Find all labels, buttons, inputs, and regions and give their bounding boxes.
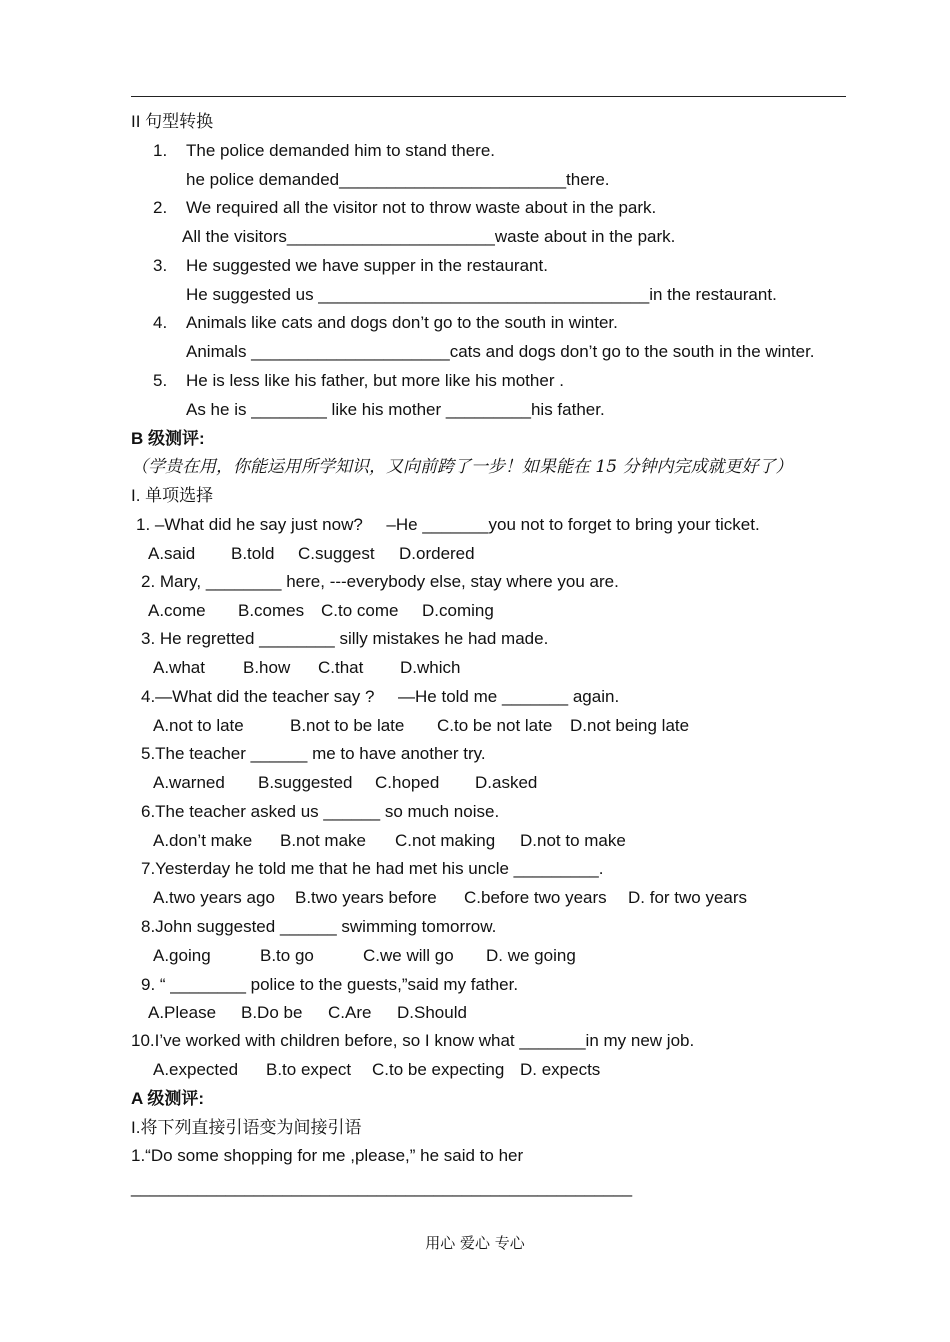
option: C.hoped [375,773,440,792]
item-answer: Animals _____________________cats and dogs don’t go to the south in the winter. [186,342,815,361]
option: C.before two years [464,888,607,907]
question-text: 1. –What did he say just now? –He _______you not to forget to bring your ticket. [136,515,760,534]
option: C.to come [321,601,399,620]
page-footer: 用心 爱心 专心 [425,1234,525,1252]
question-text: 2. Mary, ________ here, ---everybody else, stay where you are. [141,572,619,591]
option: A.warned [153,773,225,792]
option: A.expected [153,1060,239,1079]
item-answer: As he is ________ like his mother _________his father. [186,400,605,419]
option: B.suggested [258,773,353,792]
option: D.Should [397,1003,467,1022]
option: D. we going [486,946,576,965]
option: B.not make [280,831,366,850]
question-text: 3. He regretted ________ silly mistakes he had made. [141,629,549,648]
option: A.come [148,601,206,620]
level-a-heading: A 级测评: [131,1089,205,1108]
option: B.two years before [295,888,437,907]
option: A.don’t make [153,831,253,850]
option: D.not to make [520,831,626,850]
option: B.Do be [241,1003,303,1022]
item-question: We required all the visitor not to throw waste about in the park. [186,198,657,217]
question-text: 5.The teacher ______ me to have another try. [141,744,486,763]
question-text: 8.John suggested ______ swimming tomorrow. [141,917,497,936]
option: C.to be expecting [372,1060,505,1079]
question-text: 4.—What did the teacher say ? —He told me _______ again. [141,687,620,706]
option: D.which [400,658,461,677]
item-question: The police demanded him to stand there. [186,141,496,160]
option: D.not being late [570,716,690,735]
option: B.to go [260,946,314,965]
option: A.what [153,658,205,677]
level-b-heading: B 级测评: [131,429,205,448]
option: B.not to be late [290,716,405,735]
option: C.suggest [298,544,375,563]
option: D.coming [422,601,494,620]
question-text: 7.Yesterday he told me that he had met his uncle _________. [141,859,604,878]
question-text: 9. “ ________ police to the guests,”said my father. [141,975,519,994]
option: A.not to late [153,716,244,735]
option: B.to expect [266,1060,352,1079]
option: A.two years ago [153,888,275,907]
option: A.going [153,946,211,965]
answer-line: _____________________________________________________ [131,1178,633,1197]
option: A.said [148,544,196,563]
item-number: 5. [153,371,168,390]
level-b-note: （学贵在用，你能运用所学知识，又向前跨了一步！如果能在 15 分钟内完成就更好了） [131,457,793,477]
item-number: 1. [153,141,168,160]
section-title: II 句型转换 [131,112,214,131]
option: B.comes [238,601,305,620]
option: D.asked [475,773,538,792]
item-number: 2. [153,198,168,217]
item-answer: he police demanded________________________there. [186,170,610,189]
option: A.Please [148,1003,217,1022]
level-b-section-title: I. 单项选择 [131,486,214,505]
item-number: 3. [153,256,168,275]
item-answer: He suggested us ___________________________________in the restaurant. [186,285,777,304]
item-question: He suggested we have supper in the restaurant. [186,256,548,275]
option: C.we will go [363,946,454,965]
option: D. for two years [628,888,748,907]
option: D. expects [520,1060,601,1079]
item-answer: All the visitors______________________waste about in the park. [182,227,676,246]
item-number: 4. [153,313,168,332]
option: B.told [231,544,275,563]
question-text: 6.The teacher asked us ______ so much noise. [141,802,500,821]
top-divider [131,96,846,97]
option: B.how [243,658,291,677]
question-text: 1.“Do some shopping for me ,please,” he said to her [131,1146,524,1165]
item-question: He is less like his father, but more like his mother . [186,371,564,390]
question-text: 10.I’ve worked with children before, so I know what _______in my new job. [131,1031,695,1050]
level-a-section-title: I.将下列直接引语变为间接引语 [131,1118,362,1137]
option: C.not making [395,831,496,850]
item-question: Animals like cats and dogs don’t go to the south in winter. [186,313,618,332]
option: C.that [318,658,364,677]
option: D.ordered [399,544,475,563]
option: C.to be not late [437,716,553,735]
option: C.Are [328,1003,372,1022]
